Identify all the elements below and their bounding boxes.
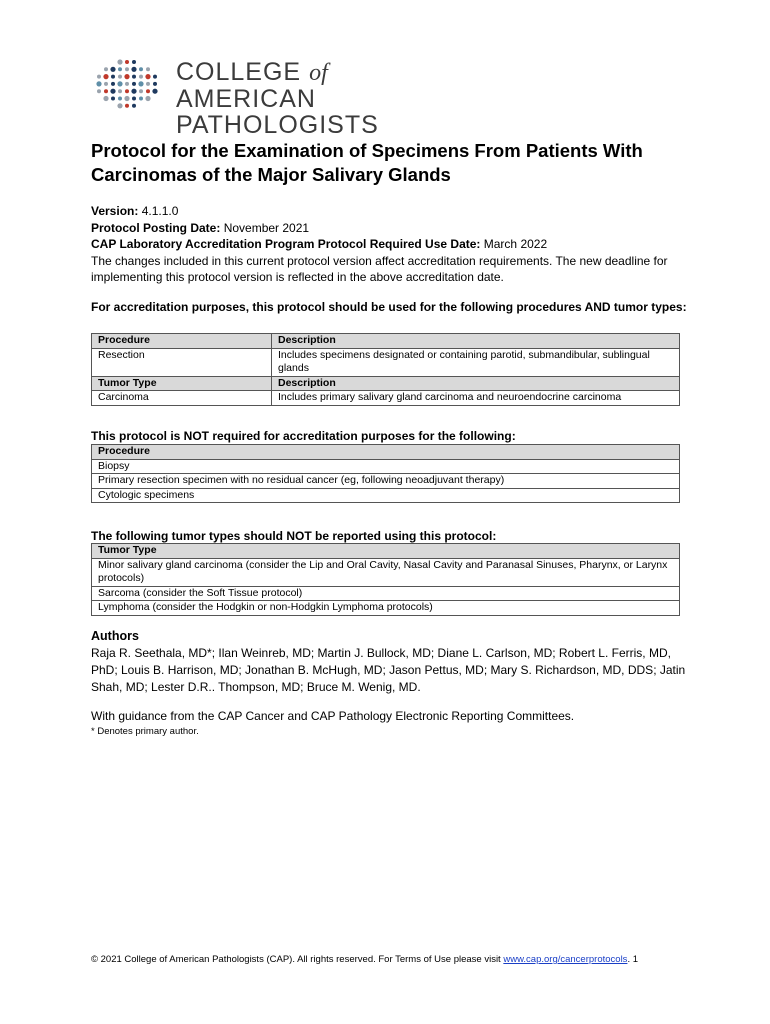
logo-dot bbox=[131, 67, 136, 72]
logo-dot bbox=[139, 75, 143, 79]
logo-wordmark: COLLEGE of AMERICAN PATHOLOGISTS bbox=[176, 58, 379, 139]
logo-dot bbox=[138, 81, 143, 86]
logo-dot bbox=[125, 82, 129, 86]
not-required-table bbox=[91, 444, 680, 503]
guidance-note: With guidance from the CAP Cancer and CAP Pathology Electronic Reporting Committees. bbox=[91, 709, 575, 723]
logo-dot bbox=[146, 67, 150, 71]
logo-dot bbox=[111, 82, 115, 86]
table-header-row: Tumor Type bbox=[92, 544, 680, 559]
not-required-heading: This protocol is NOT required for accreditation purposes for the following: bbox=[91, 429, 516, 443]
table-row: Biopsy bbox=[92, 459, 680, 474]
protocol-meta: Version: 4.1.1.0 Protocol Posting Date: November 2021 CAP Laboratory Accreditation Program Protocol Required Use Date: March 2022 The changes included in this current protocol version affect accreditation requirements. The new deadline for implementing this protocol version is reflected in the above accreditation date. bbox=[91, 203, 691, 286]
logo-dot bbox=[118, 67, 122, 71]
logo-dot bbox=[103, 74, 108, 79]
logo-dot bbox=[104, 67, 108, 71]
logo-dot bbox=[97, 89, 101, 93]
logo-dot bbox=[153, 82, 157, 86]
cap-logo bbox=[94, 56, 474, 139]
logo-dot bbox=[152, 89, 157, 94]
logo-dot bbox=[125, 60, 129, 64]
logo-dot bbox=[125, 89, 129, 93]
table-header-row: Procedure bbox=[92, 445, 680, 460]
logo-dot bbox=[118, 75, 122, 79]
table-row: Resection Includes specimens designated or containing parotid, submandibular, sublingual glands bbox=[92, 348, 680, 376]
accreditation-table bbox=[91, 333, 680, 406]
logo-dot bbox=[110, 89, 115, 94]
logo-dot bbox=[131, 89, 136, 94]
logo-dot bbox=[117, 81, 122, 86]
logo-dot bbox=[124, 74, 129, 79]
logo-dot bbox=[118, 97, 122, 101]
logo-dot bbox=[132, 75, 136, 79]
logo-dot bbox=[125, 104, 129, 108]
table-header-row: Procedure Description bbox=[92, 334, 680, 349]
logo-dot bbox=[132, 82, 136, 86]
logo-dot bbox=[132, 97, 136, 101]
cap-dots-logo-icon bbox=[94, 56, 160, 112]
logo-dot bbox=[132, 104, 136, 108]
logo-dot bbox=[103, 96, 108, 101]
page-title: Protocol for the Examination of Specimens From Patients With Carcinomas of the Major Salivary Glands bbox=[91, 140, 643, 185]
page-number: . 1 bbox=[627, 954, 638, 965]
page-footer bbox=[91, 954, 691, 965]
logo-dot bbox=[118, 89, 122, 93]
logo-dot bbox=[104, 82, 108, 86]
logo-dot bbox=[96, 81, 101, 86]
table-row: Sarcoma (consider the Soft Tissue protocol) bbox=[92, 586, 680, 601]
logo-dot bbox=[111, 75, 115, 79]
logo-dot bbox=[132, 60, 136, 64]
table-row: Carcinoma Includes primary salivary gland carcinoma and neuroendocrine carcinoma bbox=[92, 391, 680, 406]
logo-dot bbox=[97, 75, 101, 79]
logo-dot bbox=[145, 74, 150, 79]
logo-dot bbox=[110, 67, 115, 72]
cancer-protocols-link[interactable]: www.cap.org/cancerprotocols bbox=[503, 954, 628, 965]
logo-dot bbox=[145, 96, 150, 101]
logo-dot bbox=[104, 89, 108, 93]
copyright-text: © 2021 College of American Pathologists (CAP). All rights reserved. For Terms of Use please visit bbox=[91, 954, 504, 965]
accreditation-heading: For accreditation purposes, this protocol should be used for the following procedures AND tumor types: bbox=[91, 300, 687, 314]
table-row: Primary resection specimen with no residual cancer (eg, following neoadjuvant therapy) bbox=[92, 474, 680, 489]
logo-dot bbox=[117, 59, 122, 64]
table-row: Lymphoma (consider the Hodgkin or non-Hodgkin Lymphoma protocols) bbox=[92, 601, 680, 616]
table-header-row: Tumor Type Description bbox=[92, 376, 680, 391]
authors-list: Raja R. Seethala, MD*; Ilan Weinreb, MD; Martin J. Bullock, MD; Diane L. Carlson, MD; Robert L. Ferris, MD, PhD; Louis B. Harrison, MD; Jonathan B. McHugh, MD; Jason Pettus, MD; Mary S. Richardson, MD, DDS; Jatin Shah, MD; Lester D.R.. Thompson, MD; Bruce M. Wenig, MD. bbox=[91, 646, 686, 694]
changes-note: The changes included in this current protocol version affect accreditation requirements. The new deadline for implementing this protocol version is reflected in the above accreditation date. bbox=[91, 253, 668, 284]
logo-dot bbox=[146, 89, 150, 93]
logo-dot bbox=[124, 96, 129, 101]
authors-heading: Authors bbox=[91, 629, 139, 643]
logo-dot bbox=[139, 97, 143, 101]
logo-dot bbox=[125, 67, 129, 71]
logo-dot bbox=[111, 97, 115, 101]
logo-dot bbox=[153, 75, 157, 79]
table-row: Minor salivary gland carcinoma (consider the Lip and Oral Cavity, Nasal Cavity and Paranasal Sinuses, Pharynx, or Larynx protocols) bbox=[92, 558, 680, 586]
logo-dot bbox=[139, 67, 143, 71]
logo-dot bbox=[146, 82, 150, 86]
logo-dot bbox=[139, 89, 143, 93]
not-reported-table bbox=[91, 543, 680, 616]
not-reported-heading: The following tumor types should NOT be reported using this protocol: bbox=[91, 529, 497, 543]
primary-author-note: * Denotes primary author. bbox=[91, 726, 199, 737]
logo-dot bbox=[117, 103, 122, 108]
table-row: Cytologic specimens bbox=[92, 488, 680, 503]
